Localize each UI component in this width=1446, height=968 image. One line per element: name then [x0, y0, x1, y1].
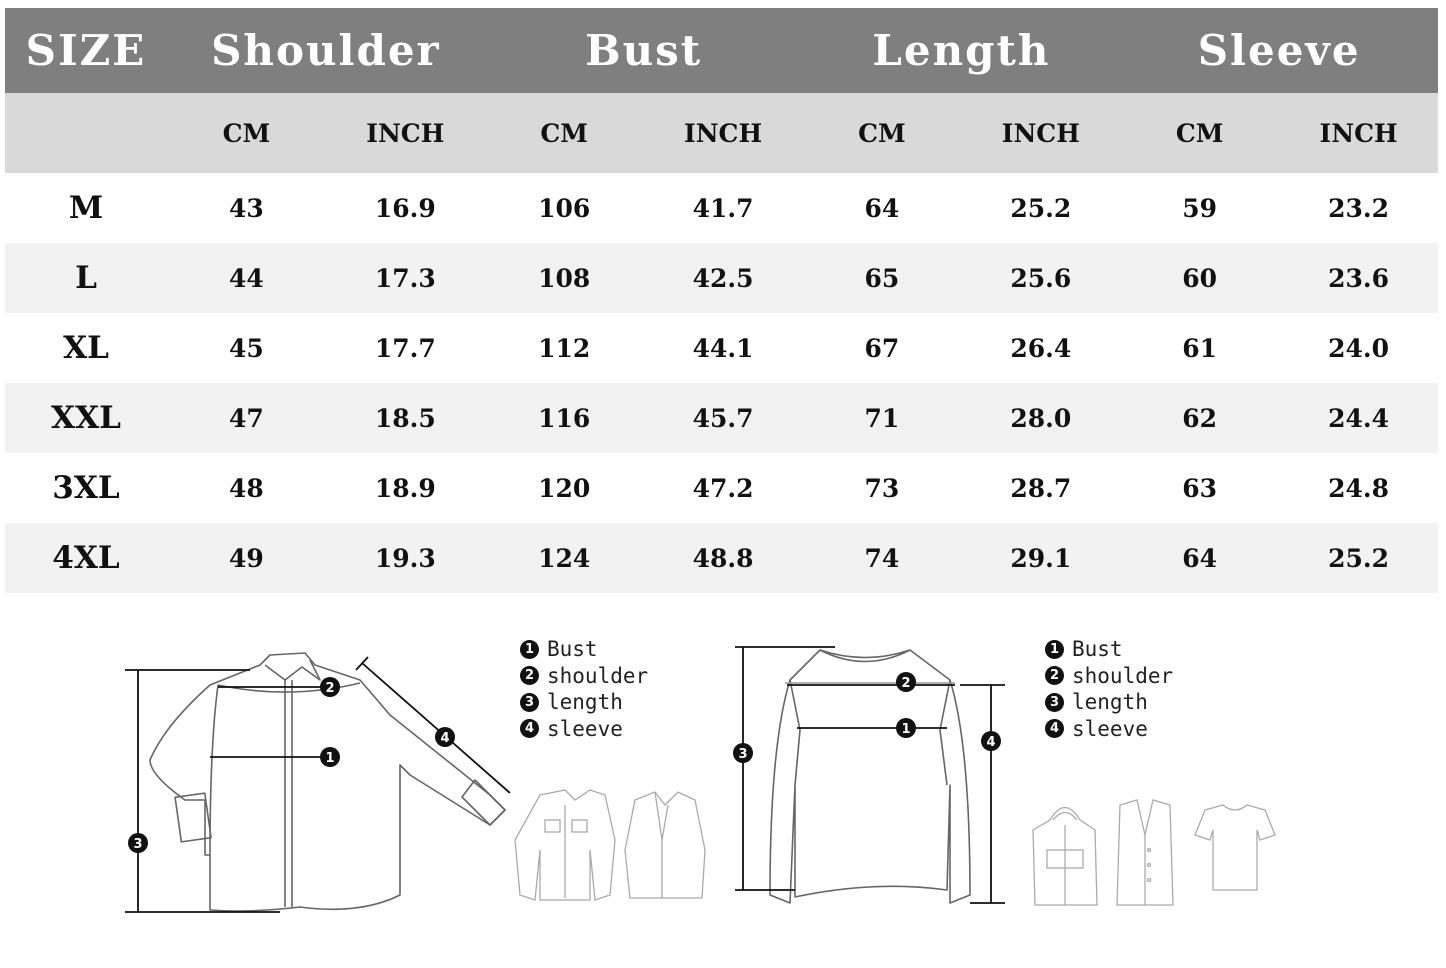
marker-bust: 1 — [325, 751, 335, 766]
value-cell: 74 — [803, 523, 962, 593]
value-cell: 23.2 — [1328, 193, 1390, 223]
header-unit: CM — [167, 93, 326, 173]
header-unit: INCH — [644, 93, 803, 173]
legend-label: Bust — [1072, 637, 1123, 662]
value-cell: 65 — [803, 243, 962, 313]
value-cell: 116 — [485, 383, 644, 453]
value-cell: 45 — [229, 333, 264, 363]
legend-label: length — [1072, 690, 1148, 715]
value-cell: 41.7 — [692, 193, 754, 223]
legend-label: shoulder — [547, 663, 649, 688]
value-cell: 28.0 — [961, 383, 1120, 453]
table-row — [5, 383, 1438, 453]
value-cell: 120 — [538, 473, 591, 503]
legend-label: Bust — [547, 637, 598, 662]
value-cell: 48 — [229, 473, 264, 503]
header-unit-blank — [5, 93, 167, 173]
legend-number: 1 — [520, 640, 539, 659]
value-cell: 63 — [1182, 473, 1218, 503]
legend-item — [520, 636, 648, 663]
size-cell: 4XL — [5, 523, 167, 593]
value-cell: 71 — [803, 383, 962, 453]
value-cell: 18.9 — [374, 473, 436, 503]
value-cell: 26.4 — [1010, 333, 1072, 363]
value-cell: 44 — [167, 243, 326, 313]
value-cell: 44.1 — [692, 333, 754, 363]
value-cell: 59 — [1182, 193, 1218, 223]
legend-item — [520, 663, 648, 690]
header-sleeve: Sleeve — [1120, 8, 1438, 93]
size-cell: XL — [63, 330, 109, 366]
sleeve-measure-line — [362, 663, 510, 793]
value-cell: 49 — [167, 523, 326, 593]
value-cell: 67 — [864, 333, 900, 363]
legend-item — [1045, 663, 1173, 690]
legend-label: sleeve — [1072, 716, 1148, 741]
size-chart-table — [5, 8, 1438, 593]
value-cell: 16.9 — [374, 193, 436, 223]
size-cell: M — [68, 190, 104, 226]
marker-sleeve: 4 — [440, 731, 450, 746]
header-unit: INCH — [961, 93, 1120, 173]
table-row — [5, 453, 1438, 523]
legend-item — [1045, 636, 1173, 663]
legend-label: shoulder — [1072, 663, 1174, 688]
value-cell: 106 — [538, 193, 591, 223]
legend-number: 3 — [1045, 693, 1064, 712]
value-cell: 124 — [485, 523, 644, 593]
tshirt-illustration — [1195, 805, 1275, 890]
sweater-outline — [770, 650, 970, 903]
value-cell: 64 — [1120, 523, 1279, 593]
value-cell: 19.3 — [326, 523, 485, 593]
value-cell: 47 — [167, 383, 326, 453]
legend-item — [1045, 689, 1173, 716]
value-cell: 24.0 — [1328, 333, 1390, 363]
header-bust: Bust — [485, 8, 803, 93]
legend-number: 2 — [1045, 666, 1064, 685]
value-cell: 60 — [1120, 243, 1279, 313]
value-cell: 64 — [864, 193, 900, 223]
legend-label: sleeve — [547, 716, 623, 741]
header-unit: INCH — [1279, 93, 1438, 173]
table-row — [5, 523, 1438, 593]
value-cell: 18.5 — [326, 383, 485, 453]
marker-shoulder: 2 — [325, 681, 335, 696]
value-cell: 23.6 — [1279, 243, 1438, 313]
legend-label: length — [547, 690, 623, 715]
value-cell: 62 — [1120, 383, 1279, 453]
header-length: Length — [803, 8, 1121, 93]
table-row — [5, 313, 1438, 383]
value-cell: 17.3 — [326, 243, 485, 313]
value-cell: 25.6 — [961, 243, 1120, 313]
legend-number: 4 — [1045, 719, 1064, 738]
value-cell: 28.7 — [1010, 473, 1072, 503]
legend-item — [520, 716, 648, 743]
legend-right — [1045, 636, 1173, 742]
value-cell: 25.2 — [1010, 193, 1072, 223]
legend-left — [520, 636, 648, 742]
value-cell: 24.8 — [1328, 473, 1390, 503]
sweater-measurement-diagram — [725, 635, 1025, 920]
value-cell: 45.7 — [644, 383, 803, 453]
value-cell: 43 — [229, 193, 264, 223]
legend-item — [520, 689, 648, 716]
legend-number: 4 — [520, 719, 539, 738]
header-row-units — [5, 93, 1438, 173]
header-unit: INCH — [326, 93, 485, 173]
blazer-illustration — [625, 792, 705, 898]
value-cell: 29.1 — [961, 523, 1120, 593]
legend-number: 2 — [520, 666, 539, 685]
value-cell: 48.8 — [644, 523, 803, 593]
value-cell: 24.4 — [1279, 383, 1438, 453]
value-cell: 61 — [1182, 333, 1218, 363]
legend-number: 3 — [520, 693, 539, 712]
header-unit: CM — [1120, 93, 1279, 173]
legend-item — [1045, 716, 1173, 743]
table-row — [5, 243, 1438, 313]
marker-sleeve: 4 — [986, 735, 996, 750]
header-row-groups — [5, 8, 1438, 93]
value-cell: 17.7 — [374, 333, 436, 363]
value-cell: 108 — [485, 243, 644, 313]
size-cell: XXL — [5, 383, 167, 453]
value-cell: 25.2 — [1279, 523, 1438, 593]
header-size: SIZE — [5, 8, 167, 93]
header-unit: CM — [485, 93, 644, 173]
jacket-thumbnails — [510, 780, 710, 910]
marker-bust: 1 — [901, 722, 911, 737]
size-cell: L — [5, 243, 167, 313]
header-shoulder: Shoulder — [167, 8, 485, 93]
table-row — [5, 173, 1438, 243]
value-cell: 47.2 — [692, 473, 754, 503]
marker-length: 3 — [738, 747, 748, 762]
size-cell: 3XL — [52, 470, 120, 506]
value-cell: 42.5 — [644, 243, 803, 313]
marker-shoulder: 2 — [901, 676, 911, 691]
value-cell: 112 — [538, 333, 591, 363]
value-cell: 73 — [864, 473, 900, 503]
header-unit: CM — [803, 93, 962, 173]
legend-number: 1 — [1045, 640, 1064, 659]
shirt-measurement-diagram — [110, 625, 530, 925]
marker-length: 3 — [133, 837, 143, 852]
garment-thumbnails — [1025, 790, 1285, 920]
